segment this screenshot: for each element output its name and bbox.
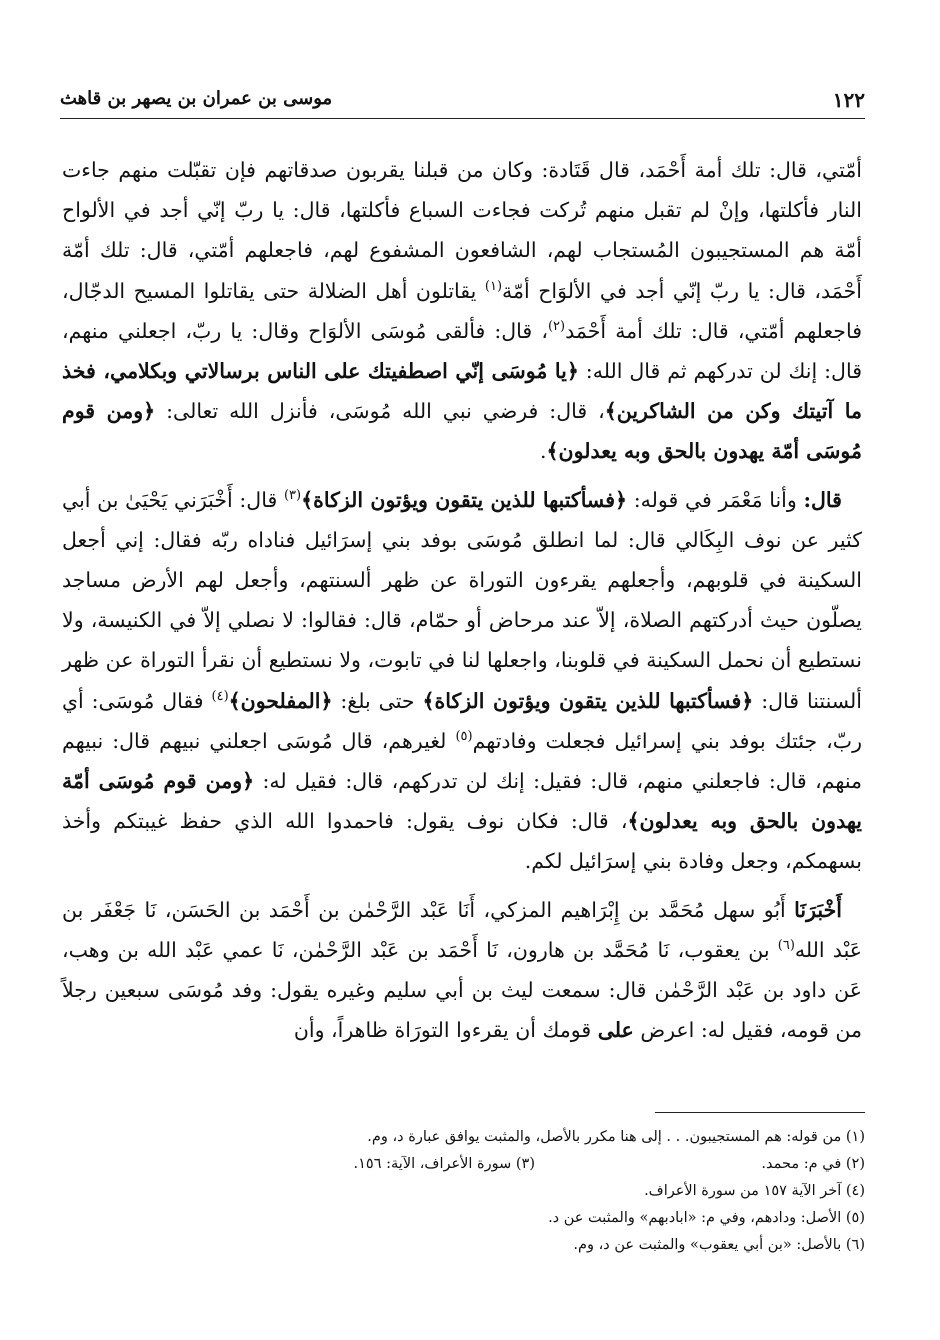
header-rule	[60, 118, 865, 119]
text-run: فقال مُوسَى: أي ربّ، جئتك بوفد بني إسرائيل فجعلت وفادتهم	[62, 688, 862, 753]
footnotes	[62, 1124, 865, 1259]
text-run: أَبُو سهل مُحَمَّد بن إِبْرَاهيم المزكي، أَنَا عَبْد الرَّحْمٰن بن أَحْمَد بن الحَسَن، نَا جَعْفَر بن عَبْد الله	[62, 897, 862, 962]
page-header	[60, 86, 865, 116]
footnote-row	[62, 1151, 865, 1178]
quran-quote: ﴿فسأكتبها للذين يتقون ويؤتون الزكاة﴾	[301, 487, 628, 512]
footnote-1: (١) من قوله: هم المستجيبون. . . إلى هنا مكرر بالأصل، والمثبت يوافق عبارة د، وم.	[367, 1129, 865, 1145]
footnote-ref-5[interactable]: (٥)	[455, 729, 473, 745]
text-run: قال: أَخْبَرَني يَحْيَىٰ بن أبي كثير عن نوف البِكَالي قال: لما انطلق مُوسَى بوفد بني إسرَائيل فناداه ربّه فقال: إني أجعل السكينة في قلوبهم، وأجعلهم يقرءون التوراة عن ظهر ألسنتهم، وأجعل لهم الأرض مساجد يصلّون حيث أدركتهم الصلاة، إلاّ عند مرحاض أو حمّام، قال: فقالوا: لا نصلي إلاّ في الكنيسة، ولا نستطيع أن نحمل السكينة في قلوبنا، واجعلها لنا في تابوت، ولا نستطيع أن نقرأ التوراة عن ظهر ألسنتنا قال:	[62, 487, 862, 713]
text-run: لغيرهم، قال مُوسَى اجعلني نبيهم قال: نبيهم منهم، قال: فاجعلني منهم، قال: فقيل: إنك لن تدركهم، قال: فقيل له:	[62, 728, 862, 794]
quran-quote: ﴿ومن قوم مُوسَى أمّة يهدون بالحق وبه يعدلون﴾	[62, 399, 862, 464]
quran-quote: ﴿يا مُوسَى إنّي اصطفيتك على الناس برسالاتي وبكلامي، فخذ ما آتيتك وكن من الشاكرين﴾	[62, 359, 863, 424]
text-run: أمّتي، قال: تلك أمة أَحْمَد، قال قَتَادة: وكان من قبلنا يقربون صدقاتهم فإن تقبّلت منهم جاءت النار فأكلتها، وإنْ لم تقبل منهم تُركت فجاءت السباع فأكلتها، قال: يا ربّ إنّي أجد في الألواح أمّة هم المستجيبون المُستجاب لهم، الشافعون المشفوع لهم، فاجعلهم أمّتي، قال: تلك أمّة أَحْمَد، قال: يا ربّ إنّي أجد في الألوَاح أمّة	[62, 158, 863, 303]
main-text	[62, 150, 862, 1058]
quran-quote: ﴿ومن قوم مُوسَى أمّة يهدون بالحق وبه يعدلون﴾	[62, 769, 862, 834]
footnote-4: (٤) آخر الآية ١٥٧ من سورة الأعراف.	[644, 1183, 865, 1199]
footnote-3: (٣) سورة الأعراف، الآية: ١٥٦.	[353, 1156, 535, 1172]
footnote-ref-2[interactable]: (٢)	[547, 318, 566, 334]
paragraph-1	[62, 150, 862, 472]
footnote-6: (٦) بالأصل: «بن أبي يعقوب» والمثبت عن د، وم.	[573, 1237, 865, 1253]
running-title: موسى بن عمران بن يصهر بن قاهث	[60, 88, 333, 109]
bold-word: على	[597, 1018, 634, 1043]
footnote-ref-4[interactable]: (٤)	[211, 688, 229, 704]
page-number: ١٢٢	[832, 88, 865, 112]
text-run: بن يعقوب، نَا مُحَمَّد بن هارون، نَا أَحْمَد بن عَبْد الرَّحْمٰن، نَا عمي عَبْد الله بن وهب، عَن داود بن عَبْد الرَّحْمٰن قال: سمعت ليث بن أبي سليم وغيره يقول: وفد مُوسَى سبعين رجلاً من قومه، فقيل له: اعرض	[62, 937, 862, 1043]
text-run: .	[540, 439, 547, 464]
quran-quote: ﴿فسأكتبها للذين يتقون ويؤتون الزكاة﴾	[422, 688, 754, 713]
text-run: قومك أن يقرءوا التورَاة ظاهراً، وأن	[293, 1018, 598, 1043]
text-run: ، قال: فكان نوف يقول: فاحمدوا الله الذي حفظ غيبتكم وأخذ بسهمكم، وجعل وفادة بني إسرَائيل لكم.	[62, 809, 862, 874]
paragraph-lead: أَخْبَرَنَا	[794, 897, 842, 922]
footnote-5: (٥) الأصل: ودادهم، وفي م: «ابادبهم» والمثبت عن د.	[548, 1210, 865, 1226]
footnote-ref-3[interactable]: (٣)	[283, 487, 302, 503]
footnote-ref-6[interactable]: (٦)	[777, 938, 795, 954]
text-run: ، قال: فرضي نبي الله مُوسَى، فأنزل الله تعالى:	[155, 399, 605, 424]
text-run: حتى بلغ:	[332, 688, 423, 713]
text-run: وأنا مَعْمَر في قوله:	[627, 487, 804, 512]
paragraph-lead: قال:	[803, 487, 842, 512]
footnote-ref-1[interactable]: (١)	[484, 278, 503, 294]
text-run: ، قال: فألقى مُوسَى الألوَاح وقال: يا ربّ، اجعلني منهم، قال: إنك لن تدركهم ثم قال الله:	[62, 318, 862, 384]
quran-quote: ﴿المفلحون﴾	[228, 688, 333, 713]
footnote-rule	[655, 1112, 865, 1113]
text-run: يقاتلون أهل الضلالة حتى يقاتلوا المسيح الدجّال، فاجعلهم أمّتي، قال: تلك أمة أَحْمَد	[62, 278, 862, 343]
paragraph-2	[62, 480, 862, 882]
paragraph-3	[62, 890, 862, 1051]
footnote-2: (٢) في م: محمد.	[761, 1156, 865, 1172]
